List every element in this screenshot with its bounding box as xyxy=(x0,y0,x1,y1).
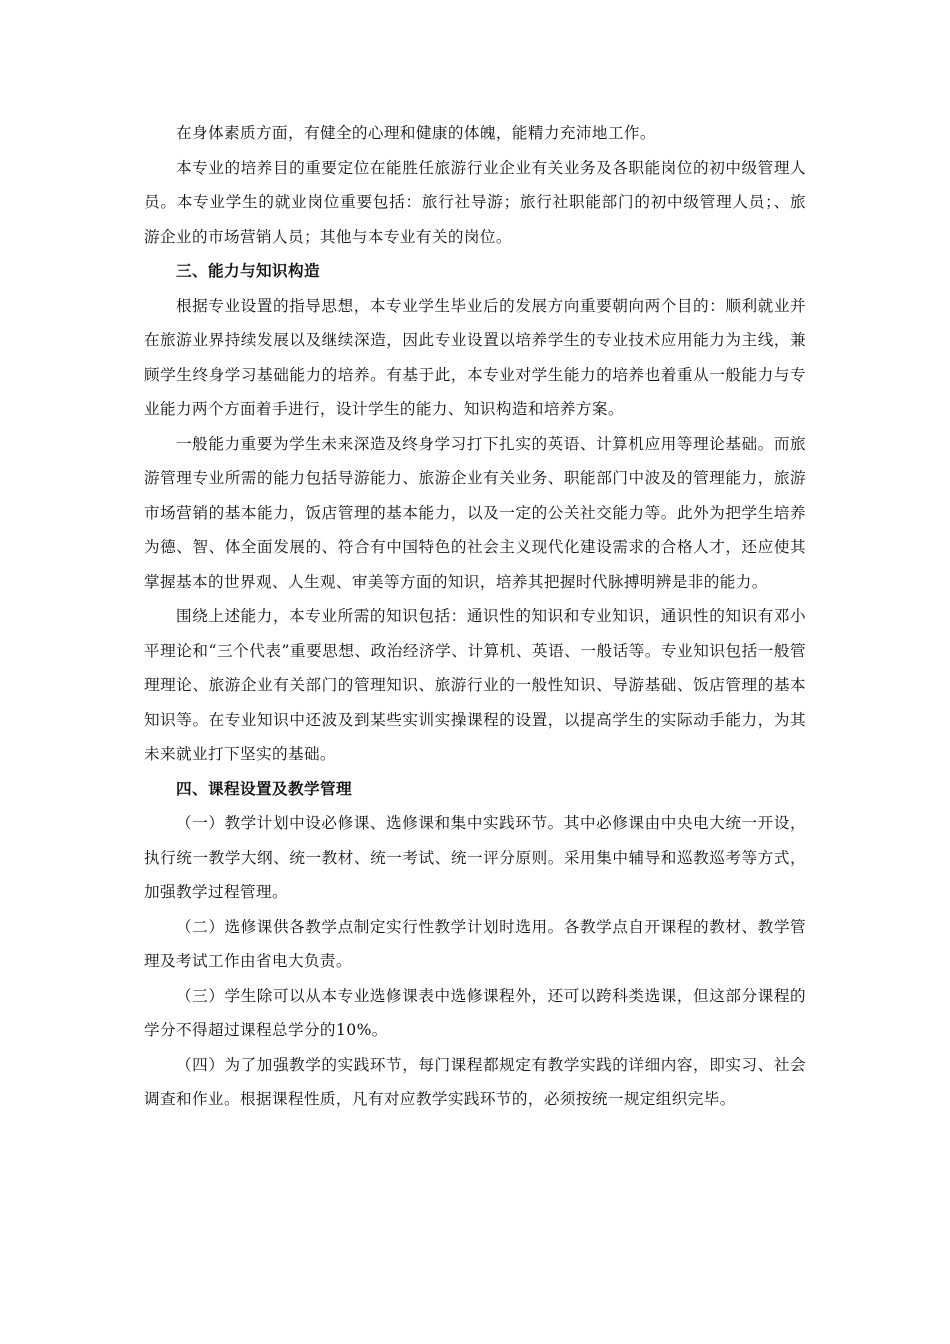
paragraph: 本专业的培养目的重要定位在能胜任旅游行业企业有关业务及各职能岗位的初中级管理人员。本专业学生的就业岗位重要包括：旅行社导游；旅行社职能部门的初中级管理人员；、旅游企业的市场营销人员；其他与本专业有关的岗位。 xyxy=(144,158,806,246)
paragraph: （一）教学计划中设必修课、选修课和集中实践环节。其中必修课由中央电大统一开设，执行统一教学大纲、统一教材、统一考试、统一评分原则。采用集中辅导和巡教巡考等方式，加强教学过程管理。 xyxy=(144,814,806,901)
document-page xyxy=(144,116,806,1117)
section-heading: 四、课程设置及教学管理 xyxy=(176,779,352,798)
paragraph: 围绕上述能力，本专业所需的知识包括：通识性的知识和专业知识，通识性的知识有邓小平理论和“三个代表”重要思想、政治经济学、计算机、英语、一般话等。专业知识包括一般管理理论、旅游企业有关部门的管理知识、旅游行业的一般性知识、导游基础、饭店管理的基本知识等。在专业知识中还波及到某些实训实操课程的设置，以提高学生的实际动手能力，为其未来就业打下坚实的基础。 xyxy=(144,607,806,763)
section-heading: 三、能力与知识构造 xyxy=(176,262,320,280)
paragraph: （三）学生除可以从本专业选修课表中选修课程外，还可以跨科类选课，但这部分课程的学分不得超过课程总学分的10%。 xyxy=(144,986,806,1039)
paragraph: 根据专业设置的指导思想，本专业学生毕业后的发展方向重要朝向两个目的：顺利就业并在旅游业界持续发展以及继续深造，因此专业设置以培养学生的专业技术应用能力为主线，兼顾学生终身学习基础能力的培养。有基于此，本专业对学生能力的培养也着重从一般能力与专业能力两个方面着手进行，设计学生的能力、知识构造和培养方案。 xyxy=(144,296,806,418)
paragraph: （二）选修课供各教学点制定实行性教学计划时选用。各教学点自开课程的教材、教学管理及考试工作由省电大负责。 xyxy=(144,917,806,970)
paragraph: 在身体素质方面，有健全的心理和健康的体魄，能精力充沛地工作。 xyxy=(176,124,656,142)
paragraph: 一般能力重要为学生未来深造及终身学习打下扎实的英语、计算机应用等理论基础。而旅游管理专业所需的能力包括导游能力、旅游企业有关业务、职能部门中波及的管理能力，旅游市场营销的基本能力，饭店管理的基本能力，以及一定的公关社交能力等。此外为把学生培养为德、智、体全面发展的、符合有中国特色的社会主义现代化建设需求的合格人才，还应使其掌握基本的世界观、人生观、审美等方面的知识，培养其把握时代脉搏明辨是非的能力。 xyxy=(144,434,806,591)
paragraph: （四）为了加强教学的实践环节，每门课程都规定有教学实践的详细内容，即实习、社会调查和作业。根据课程性质，凡有对应教学实践环节的，必须按统一规定组织完毕。 xyxy=(144,1055,806,1108)
